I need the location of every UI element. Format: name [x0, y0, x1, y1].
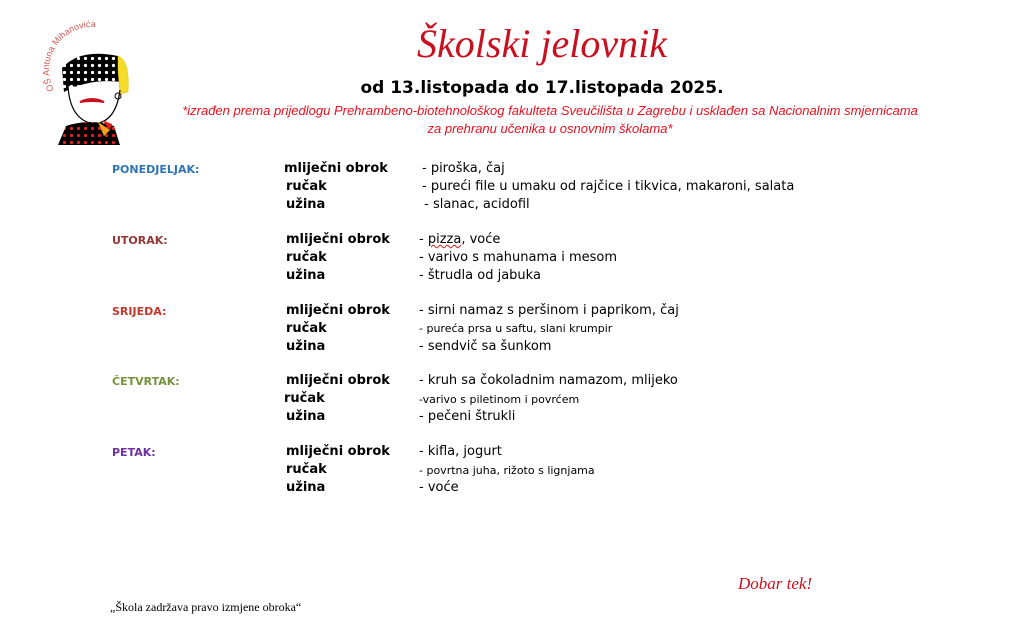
meal-label: mliječni obrok: [286, 232, 390, 247]
date-range: od 13.listopada do 17.listopada 2025.: [360, 78, 724, 98]
spellcheck-word: pizza: [427, 232, 462, 247]
meal-label: užina: [286, 339, 326, 354]
day-tuesday: UTORAK:: [112, 234, 168, 247]
meal-label: mliječni obrok: [286, 373, 390, 388]
guidelines-note-line1: *izrađen prema prijedlogu Prehrambeno-biotehnološkog fakulteta Sveučilišta u Zagrebu i usklađen sa Nacionalnim smjernicama: [182, 103, 918, 118]
meal-label: ručak: [286, 462, 327, 477]
closing-greeting: Dobar tek!: [738, 574, 813, 593]
meal-item: - pureći file u umaku od rajčice i tikvica, makaroni, salata: [422, 179, 795, 194]
page-title: Školski jelovnik: [417, 21, 667, 66]
meal-label: ručak: [284, 391, 325, 406]
meal-item-prefix: -: [419, 232, 428, 247]
meal-item: - slanac, acidofil: [420, 197, 530, 212]
logo-arc-text: OŠ Antuna Mihanovića: [40, 20, 96, 94]
day-thursday: ČETVRTAK:: [112, 375, 180, 388]
meal-item: - sirni namaz s peršinom i paprikom, čaj: [419, 303, 679, 318]
meal-item: - piroška, čaj: [422, 161, 505, 176]
meal-item: -varivo s piletinom i povrćem: [419, 393, 580, 406]
meal-label: mliječni obrok: [286, 303, 390, 318]
meal-item: - pečeni štrukli: [419, 409, 516, 424]
meal-label: užina: [286, 409, 326, 424]
meal-item: - povrtna juha, rižoto s lignjama: [419, 464, 595, 477]
meal-label: ručak: [286, 179, 327, 194]
guidelines-note: [0, 102, 1024, 138]
meal-item: - pureća prsa u saftu, slani krumpir: [419, 322, 613, 335]
day-monday: PONEDJELJAK:: [112, 163, 200, 176]
meal-label: mliječni obrok: [284, 161, 388, 176]
meal-item-rest: , voće: [461, 232, 501, 247]
day-wednesday: SRIJEDA:: [112, 305, 167, 318]
meal-item: - kruh sa čokoladnim namazom, mlijeko: [419, 373, 678, 388]
meal-item: - varivo s mahunama i mesom: [419, 250, 617, 265]
footer-disclaimer: „Škola zadržava pravo izmjene obroka“: [110, 600, 302, 614]
meal-label: užina: [286, 197, 326, 212]
meal-label: ručak: [286, 250, 327, 265]
day-friday: PETAK:: [112, 446, 156, 459]
meal-item: [419, 232, 500, 247]
meal-label: mliječni obrok: [286, 444, 390, 459]
meal-item: - kifla, jogurt: [419, 444, 502, 459]
meal-item: - štrudla od jabuka: [419, 268, 541, 283]
guidelines-note-line2: za prehranu učenika u osnovnim školama*: [427, 121, 673, 136]
meal-label: ručak: [286, 321, 327, 336]
meal-label: užina: [286, 480, 326, 495]
meal-item: - sendvič sa šunkom: [419, 339, 552, 354]
meal-item: - voće: [419, 480, 459, 495]
meal-label: užina: [286, 268, 326, 283]
